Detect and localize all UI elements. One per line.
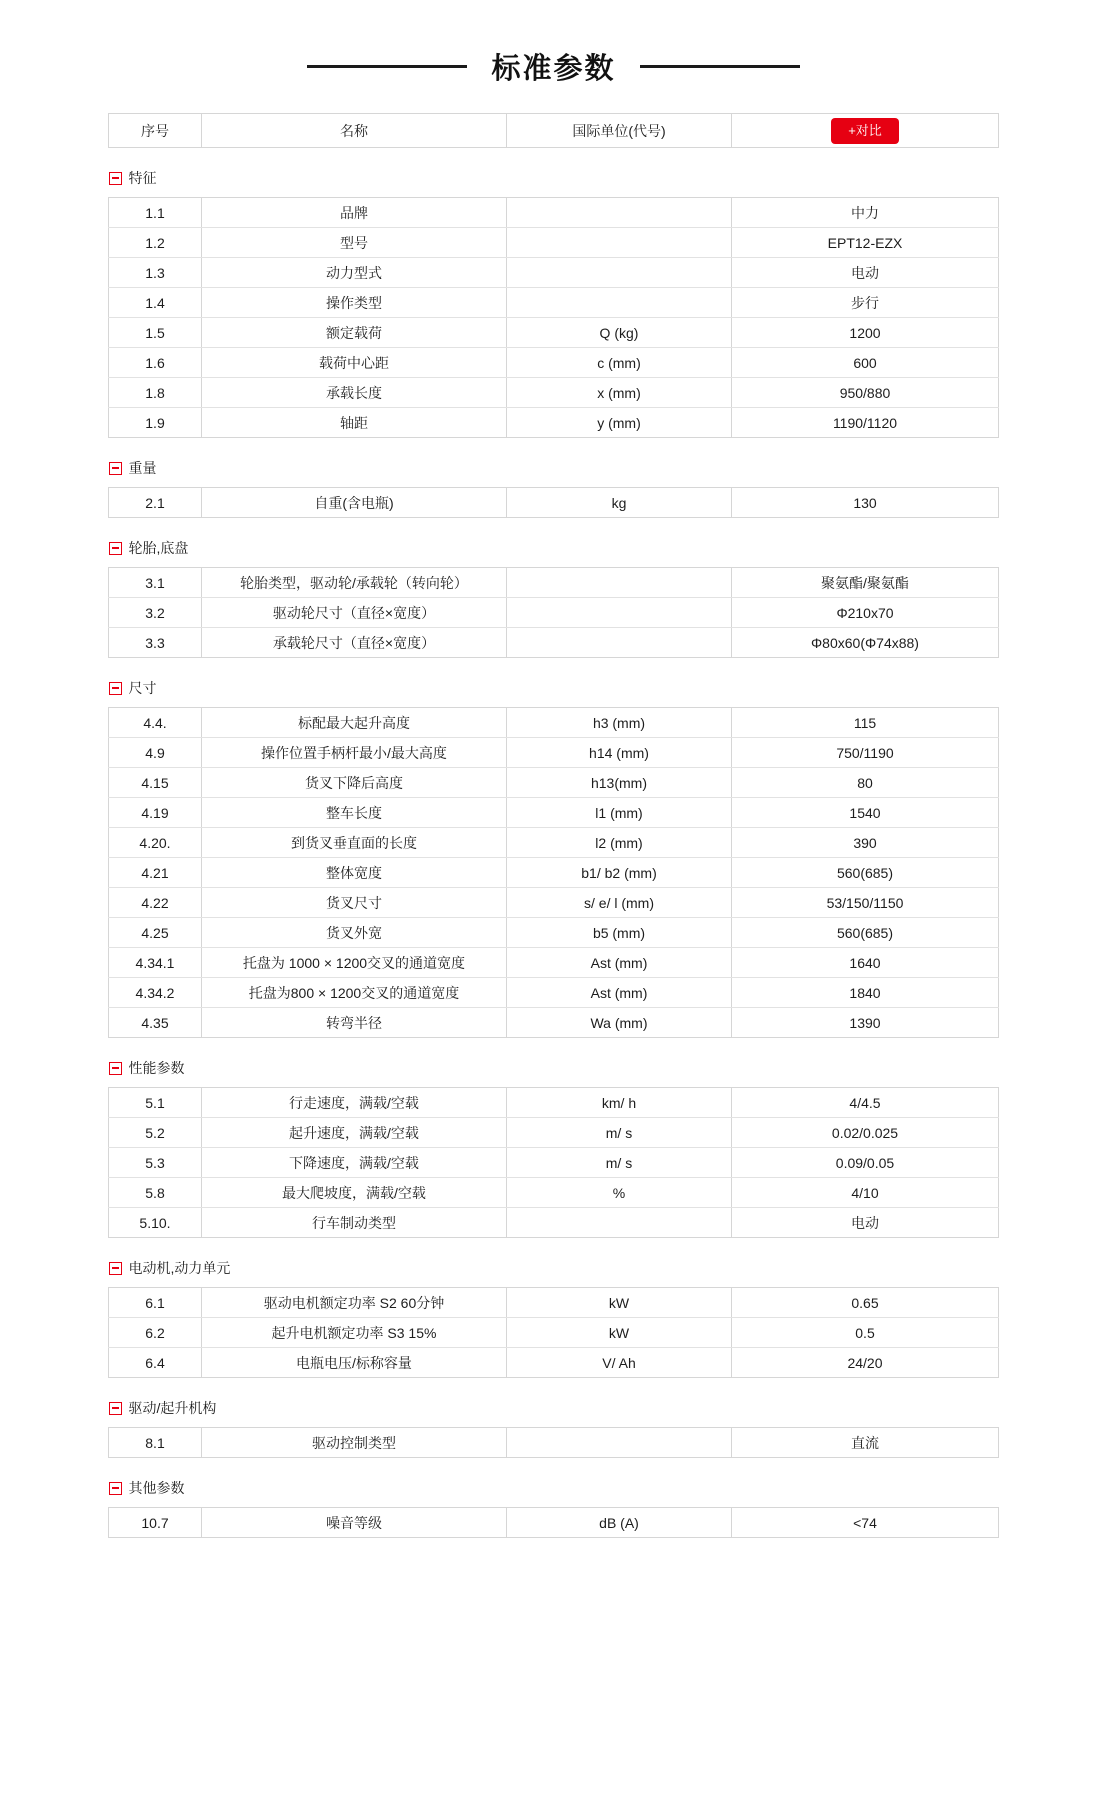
row-no: 4.19 — [109, 798, 202, 828]
row-value: 1640 — [732, 948, 999, 978]
table-row — [109, 1088, 999, 1118]
minus-box-icon[interactable] — [109, 1262, 122, 1275]
row-value: 1200 — [732, 318, 999, 348]
row-value: 中力 — [732, 198, 999, 228]
row-no: 5.2 — [109, 1118, 202, 1148]
row-name: 驱动控制类型 — [202, 1428, 507, 1458]
row-name: 噪音等级 — [202, 1508, 507, 1538]
spec-table-motor — [108, 1287, 999, 1378]
row-name: 托盘为800 × 1200交叉的通道宽度 — [202, 978, 507, 1008]
row-no: 6.4 — [109, 1348, 202, 1378]
table-row — [109, 768, 999, 798]
row-name: 货叉尺寸 — [202, 888, 507, 918]
section-label: 重量 — [128, 460, 157, 476]
row-unit: m/ s — [507, 1118, 732, 1148]
row-name: 托盘为 1000 × 1200交叉的通道宽度 — [202, 948, 507, 978]
row-no: 1.4 — [109, 288, 202, 318]
row-name: 最大爬坡度，满载/空载 — [202, 1178, 507, 1208]
table-row — [109, 738, 999, 768]
table-row — [109, 1288, 999, 1318]
table-row — [109, 858, 999, 888]
row-no: 5.8 — [109, 1178, 202, 1208]
row-no: 5.10. — [109, 1208, 202, 1238]
table-row — [109, 1118, 999, 1148]
table-row — [109, 918, 999, 948]
section-header-tyres-chassis[interactable] — [109, 538, 999, 558]
row-value: <74 — [853, 1514, 877, 1531]
row-no: 1.8 — [109, 378, 202, 408]
row-no: 8.1 — [109, 1428, 202, 1458]
row-name: 行车制动类型 — [202, 1208, 507, 1238]
row-value: 80 — [732, 768, 999, 798]
spec-table-dimensions — [108, 707, 999, 1038]
table-header-row — [109, 114, 999, 148]
row-unit: kW — [507, 1288, 732, 1318]
minus-box-icon[interactable] — [109, 682, 122, 695]
row-no: 1.9 — [109, 408, 202, 438]
row-no: 4.25 — [109, 918, 202, 948]
row-unit: b1/ b2 (mm) — [507, 858, 732, 888]
row-value: 390 — [732, 828, 999, 858]
row-unit: b5 (mm) — [507, 918, 732, 948]
table-row — [109, 228, 999, 258]
row-name: 电瓶电压/标称容量 — [202, 1348, 507, 1378]
row-no: 5.1 — [109, 1088, 202, 1118]
add-compare-button[interactable]: +对比 — [831, 118, 899, 144]
section-header-performance[interactable] — [109, 1058, 999, 1078]
section-header-drive-lift[interactable] — [109, 1398, 999, 1418]
row-no: 10.7 — [109, 1508, 202, 1538]
minus-box-icon[interactable] — [109, 172, 122, 185]
minus-box-icon[interactable] — [109, 1482, 122, 1495]
row-name: 承载长度 — [202, 378, 507, 408]
row-name: 品牌 — [202, 198, 507, 228]
row-no: 4.9 — [109, 738, 202, 768]
row-no: 1.6 — [109, 348, 202, 378]
table-row — [109, 978, 999, 1008]
row-value: 0.09/0.05 — [732, 1148, 999, 1178]
row-no: 4.34.1 — [109, 948, 202, 978]
section-label: 特征 — [128, 170, 157, 186]
compare-cell — [732, 114, 999, 148]
section-header-features[interactable] — [109, 168, 999, 188]
row-value: 0.65 — [732, 1288, 999, 1318]
table-row — [109, 1318, 999, 1348]
row-unit: s/ e/ l (mm) — [507, 888, 732, 918]
row-name: 起升速度，满载/空载 — [202, 1118, 507, 1148]
section-label: 驱动/起升机构 — [128, 1400, 217, 1416]
table-row — [109, 1428, 999, 1458]
row-value: 1390 — [849, 1014, 881, 1031]
row-value: 1840 — [732, 978, 999, 1008]
spec-table-tyres-chassis — [108, 567, 999, 658]
row-name: 转弯半径 — [202, 1008, 507, 1038]
row-unit: h3 (mm) — [507, 708, 732, 738]
row-unit — [507, 568, 732, 598]
page-title-bar — [0, 46, 1107, 87]
row-no: 4.35 — [109, 1008, 202, 1038]
row-unit: c (mm) — [507, 348, 732, 378]
section-label: 尺寸 — [128, 680, 157, 696]
row-name: 驱动电机额定功率 S2 60分钟 — [202, 1288, 507, 1318]
row-no: 4.15 — [109, 768, 202, 798]
row-value: 4/10 — [732, 1178, 999, 1208]
row-name: 起升电机额定功率 S3 15% — [202, 1318, 507, 1348]
row-no: 3.1 — [109, 568, 202, 598]
row-name: 额定载荷 — [202, 318, 507, 348]
row-value: 1540 — [732, 798, 999, 828]
spec-table-features — [108, 197, 999, 438]
row-name: 标配最大起升高度 — [202, 708, 507, 738]
column-header-name: 名称 — [202, 114, 507, 148]
table-row — [109, 1178, 999, 1208]
row-unit — [507, 598, 732, 628]
column-header-unit: 国际单位(代号) — [507, 114, 732, 148]
table-row — [109, 258, 999, 288]
row-unit: y (mm) — [507, 408, 732, 438]
row-unit: x (mm) — [507, 378, 732, 408]
row-unit — [507, 628, 732, 658]
section-header-motor[interactable] — [109, 1258, 999, 1278]
table-row — [109, 598, 999, 628]
section-label: 其他参数 — [128, 1480, 185, 1496]
table-row — [109, 1008, 999, 1038]
row-unit — [507, 1208, 732, 1238]
row-value: 4/4.5 — [732, 1088, 999, 1118]
row-unit — [507, 288, 732, 318]
row-no: 6.1 — [109, 1288, 202, 1318]
table-row — [109, 798, 999, 828]
table-row — [109, 628, 999, 658]
minus-box-icon[interactable] — [109, 462, 122, 475]
row-no: 4.22 — [109, 888, 202, 918]
table-row — [109, 488, 999, 518]
row-no: 6.2 — [109, 1318, 202, 1348]
section-label: 轮胎,底盘 — [128, 540, 189, 556]
row-unit: km/ h — [507, 1088, 732, 1118]
row-value: 步行 — [732, 288, 999, 318]
row-unit: V/ Ah — [507, 1348, 732, 1378]
row-unit: Q (kg) — [507, 318, 732, 348]
row-name: 操作位置手柄杆最小/最大高度 — [202, 738, 507, 768]
row-name: 型号 — [202, 228, 507, 258]
table-row — [109, 948, 999, 978]
table-row — [109, 828, 999, 858]
title-rule-left — [307, 65, 467, 68]
row-unit: h14 (mm) — [507, 738, 732, 768]
row-name: 自重(含电瓶) — [202, 488, 507, 518]
row-name: 轴距 — [202, 408, 507, 438]
spec-sheet-page — [0, 46, 1107, 1578]
row-unit: l1 (mm) — [507, 798, 732, 828]
row-unit — [507, 258, 732, 288]
row-unit — [507, 1428, 732, 1458]
row-value: 0.02/0.025 — [732, 1118, 999, 1148]
row-value: 直流 — [851, 1434, 879, 1451]
row-unit: l2 (mm) — [507, 828, 732, 858]
row-value: 115 — [732, 708, 999, 738]
row-no: 4.34.2 — [109, 978, 202, 1008]
row-no: 1.2 — [109, 228, 202, 258]
row-unit — [507, 228, 732, 258]
row-no: 1.1 — [109, 198, 202, 228]
row-value: 600 — [732, 348, 999, 378]
table-row — [109, 568, 999, 598]
row-value: 电动 — [732, 258, 999, 288]
row-unit: m/ s — [507, 1148, 732, 1178]
table-row — [109, 318, 999, 348]
section-label: 电动机,动力单元 — [128, 1260, 231, 1276]
table-row — [109, 1508, 999, 1538]
table-row — [109, 1208, 999, 1238]
row-value: 24/20 — [847, 1354, 883, 1371]
table-row — [109, 708, 999, 738]
row-value: 聚氨酯/聚氨酯 — [732, 568, 999, 598]
row-value: 560(685) — [732, 918, 999, 948]
row-no: 1.5 — [109, 318, 202, 348]
table-row — [109, 198, 999, 228]
row-no: 3.3 — [109, 628, 202, 658]
row-no: 4.4. — [109, 708, 202, 738]
row-name: 轮胎类型，驱动轮/承载轮（转向轮） — [202, 568, 507, 598]
row-name: 操作类型 — [202, 288, 507, 318]
table-row — [109, 408, 999, 438]
page-title: 标准参数 — [491, 53, 616, 85]
spec-table-weight — [108, 487, 999, 518]
row-name: 驱动轮尺寸（直径×宽度） — [202, 598, 507, 628]
row-value: 560(685) — [732, 858, 999, 888]
row-value: 950/880 — [732, 378, 999, 408]
row-no: 5.3 — [109, 1148, 202, 1178]
row-name: 货叉下降后高度 — [202, 768, 507, 798]
row-name: 整车长度 — [202, 798, 507, 828]
row-no: 4.20. — [109, 828, 202, 858]
row-unit: dB (A) — [507, 1508, 732, 1538]
row-name: 承载轮尺寸（直径×宽度） — [202, 628, 507, 658]
row-value: Φ80x60(Φ74x88) — [811, 634, 919, 651]
row-unit: kW — [507, 1318, 732, 1348]
spec-header-table — [108, 113, 999, 148]
row-no: 1.3 — [109, 258, 202, 288]
row-name: 下降速度，满载/空载 — [202, 1148, 507, 1178]
table-row — [109, 378, 999, 408]
row-unit: Ast (mm) — [507, 978, 732, 1008]
row-name: 行走速度，满载/空载 — [202, 1088, 507, 1118]
row-name: 动力型式 — [202, 258, 507, 288]
section-header-weight[interactable] — [109, 458, 999, 478]
row-value: 电动 — [851, 1214, 879, 1231]
section-header-dimensions[interactable] — [109, 678, 999, 698]
spec-table-drive-lift — [108, 1427, 999, 1458]
row-unit: h13(mm) — [507, 768, 732, 798]
row-no: 3.2 — [109, 598, 202, 628]
row-value: 130 — [853, 494, 877, 511]
column-header-no: 序号 — [109, 114, 202, 148]
section-header-other[interactable] — [109, 1478, 999, 1498]
table-row — [109, 348, 999, 378]
row-value: 1190/1120 — [832, 414, 898, 431]
spec-sections — [0, 168, 1107, 1538]
row-unit: kg — [507, 488, 732, 518]
row-name: 货叉外宽 — [202, 918, 507, 948]
row-name: 整体宽度 — [202, 858, 507, 888]
minus-box-icon[interactable] — [109, 1402, 122, 1415]
table-row — [109, 1148, 999, 1178]
row-name: 载荷中心距 — [202, 348, 507, 378]
row-value: 0.5 — [732, 1318, 999, 1348]
row-value: 53/150/1150 — [732, 888, 999, 918]
row-unit — [507, 198, 732, 228]
row-no: 4.21 — [109, 858, 202, 888]
row-value: Φ210x70 — [732, 598, 999, 628]
table-row — [109, 288, 999, 318]
row-unit: % — [507, 1178, 732, 1208]
row-unit: Wa (mm) — [507, 1008, 732, 1038]
row-value: EPT12-EZX — [732, 228, 999, 258]
row-no: 2.1 — [109, 488, 202, 518]
table-row — [109, 888, 999, 918]
title-rule-right — [640, 65, 800, 68]
row-value: 750/1190 — [732, 738, 999, 768]
row-name: 到货叉垂直面的长度 — [202, 828, 507, 858]
row-unit: Ast (mm) — [507, 948, 732, 978]
minus-box-icon[interactable] — [109, 1062, 122, 1075]
minus-box-icon[interactable] — [109, 542, 122, 555]
section-label: 性能参数 — [128, 1060, 185, 1076]
spec-table-other — [108, 1507, 999, 1538]
spec-table-performance — [108, 1087, 999, 1238]
table-row — [109, 1348, 999, 1378]
